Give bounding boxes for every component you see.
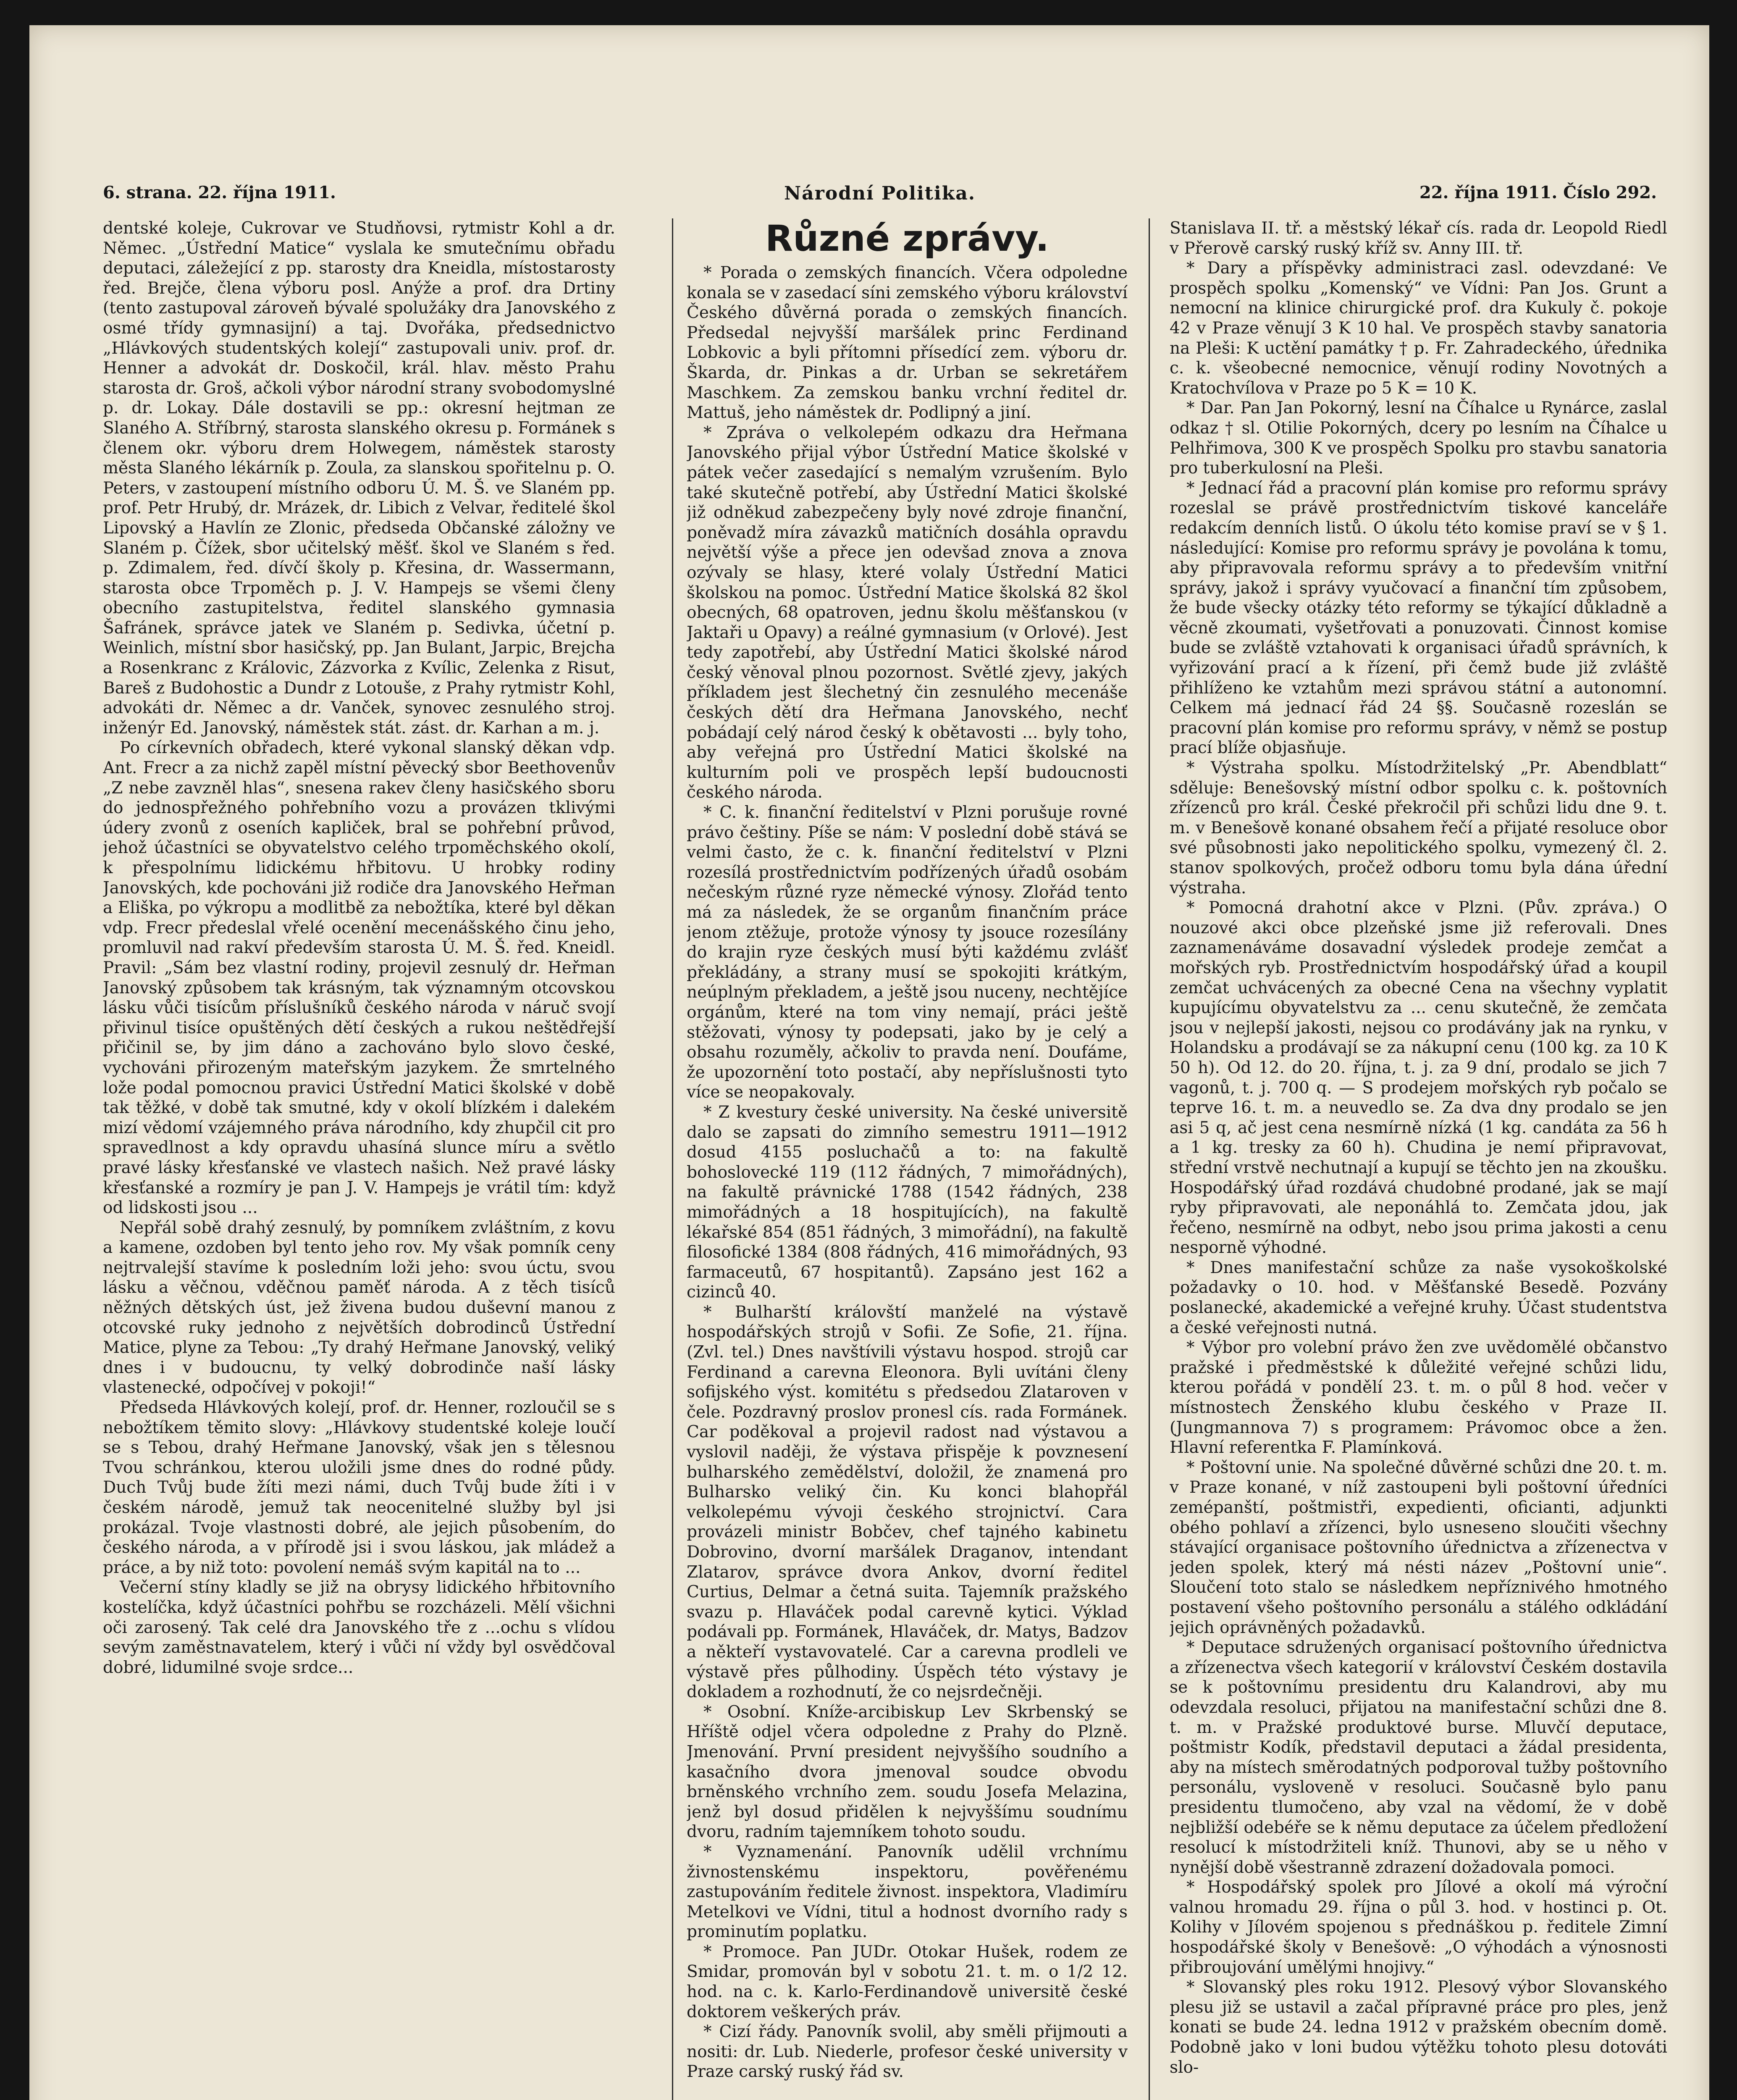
column-3 bbox=[1170, 218, 1667, 2100]
news-item: * Pomocná drahotní akce v Plzni. (Pův. zpráva.) O nouzové akci obce plzeňské jsme již referovali. Dnes zaznamenáváme dosavadní výsledek prodeje zemčat a mořských ryb. Prostřednictvím hospodářský úřad a koupil zemčat uchvácených za obecné Cena na všechny vyplatit kupujícímu obyvatelstvu za ... cenu skutečně, že zemčata jsou v nejlepší jakosti, nejsou co prodávány jak na rynku, v Holandsku a prodávají se za nákupní cenu (100 kg. za 10 K 50 h). Od 12. do 20. října, t. j. za 9 dní, prodalo se jich 7 vagonů, t. j. 700 q. — S prodejem mořských ryb počalo se teprve 16. t. m. a neuvedlo se. Za dva dny prodalo se jen asi 5 q, ač jest cena nesmírně nízká (1 kg. candáta za 56 h a 1 kg. tresky za 60 h). Chudina je nemí připravovat, střední vrstvě nechutnají a kupují se těchto jen na zkoušku. Hospodářský úřad rozdává chudobné prodané, jak se mají ryby připravovati, ale neponáhlá to. Zemčata jdou, jak řečeno, nesmírně na odbyt, nebo jsou prima jakosti a cenu nesporně výhodné. bbox=[1170, 898, 1667, 1257]
news-item: * Porada o zemských financích. Včera odpoledne konala se v zasedací síni zemského výboru království Českého důvěrná porada o zemských financích. Předsedal nejvyšší maršálek princ Ferdinand Lobkovic a byli přítomni přísedící zem. výboru dr. Škarda, dr. Pinkas a dr. Urban se sekretářem Maschkem. Za zemskou banku vrchní ředitel dr. Mattuš, jeho náměstek dr. Podlipný a jiní. bbox=[687, 263, 1128, 423]
news-item: * Poštovní unie. Na společné důvěrné schůzi dne 20. t. m. v Praze konané, v níž zastoupeni byli poštovní úředníci zemépanští, poštmistři, expedienti, oficianti, adjunkti obého pohlaví a zřízenci, bylo usneseno sloučiti všechny stávající organisace poštovního úřednictva a zřízenectva v jeden spolek, který má nésti název „Poštovní unie“. Sloučení toto stalo se následkem nepříznivého hmotného postavení všeho poštovního personálu a stálého odkládání jejich oprávněných požadavků. bbox=[1170, 1458, 1667, 1637]
article-paragraph: Večerní stíny kladly se již na obrysy lidického hřbitovního kostelíčka, když účastníci pohřbu se rozcházeli. Mělí všichni oči zarosený. Tak celé dra Janovského tře z ...ochu s vlídou sevým zaměstnavatelem, který i vůči ní vždy byl osvědčoval dobré, lidumilné svoje srdce... bbox=[103, 1578, 615, 1677]
masthead: Národní Politika. bbox=[784, 183, 976, 204]
column-divider bbox=[672, 218, 673, 2100]
news-item: * Bulharští královští manželé na výstavě hospodářských strojů v Sofii. Ze Sofie, 21. října. (Zvl. tel.) Dnes navštívili výstavu hospod. strojů car Ferdinand a carevna Eleonora. Byli uvítáni členy sofijského výst. komitétu s předsedou Zlataroven v čele. Pozdravný proslov pronesl cís. rada Formánek. Car poděkoval a projevil radost nad výstavou a vyslovil naději, že výstava přispěje k povznesení bulharského zemědělství, doložil, že znamená pro Bulharsko veliký čin. Ku konci blahopřál velkolepému vývoji českého strojnictví. Cara provázeli ministr Bobčev, chef tajného kabinetu Dobrovino, dvorní maršálek Draganov, intendant Zlatarov, správce dvora Ankov, dvorní ředitel Curtius, Delmar a četná suita. Tajemník pražského svazu p. Hlaváček podal carevně kytici. Výklad podávali pp. Formánek, Hlaváček, dr. Matys, Badzov a někteří vystavovatelé. Car a carevna prodleli ve výstavě přes půlhodiny. Úspěch této výstavy je dokladem a rozhodnutí, že co nejsrdečněji. bbox=[687, 1302, 1128, 1702]
article-paragraph: dentské koleje, Cukrovar ve Studňovsi, rytmistr Kohl a dr. Němec. „Ústřední Matice“ vyslala ke smutečnímu obřadu deputaci, záležející z pp. starosty dra Kneidla, místostarosty řed. Brejče, člena výboru posl. Anýže a prof. dra Drtiny (tento zastupoval zároveň bývalé spolužáky dra Janovského z osmé třídy gymnasijní) a taj. Dvořáka, předsednictvo „Hlávkových studentských kolejí“ zastupovali univ. prof. dr. Henner a advokát dr. Doskočil, král. hlav. město Prahu starosta dr. Groš, ačkoli výbor národní strany svobodomyslné p. dr. Lokay. Dále dostavili se pp.: okresní hejtman ze Slaného A. Stříbrný, starosta slanského okresu p. Formánek s členem okr. výboru drem Holwegem, náměstek starosty města Slaného lékárník p. Zoula, za slanskou spořitelnu p. O. Peters, v zastoupení místního odboru Ú. M. Š. ve Slaném pp. prof. Petr Hrubý, dr. Mrázek, dr. Libich z Velvar, ředitelé škol Lipovský a Havlín ze Zlonic, předseda Občanské záložny ve Slaném p. Čížek, sbor učitelský měšť. škol ve Slaném s řed. p. Zdimalem, řed. dívčí školy p. Křesina, dr. Wassermann, starosta obce Trpoměch p. J. V. Hampejs se všemi členy obecního zastupitelstva, ředitel slanského gymnasia Šafránek, správce jatek ve Slaném p. Sedivka, účetní p. Weinlich, místní sbor hasičský, pp. Jan Bulant, Jarpic, Brejcha a Rosenkranc z Královic, Zázvorka z Kvílic, Zelenka z Risut, Bareš z Budohostic a Dundr z Lotouše, z Prahy rytmistr Kohl, advokáti dr. Němec a dr. Vanček, synovec zesnulého stroj. inženýr Ed. Janovský, náměstek stát. zást. dr. Karhan a m. j. bbox=[103, 219, 615, 738]
column-divider bbox=[1149, 218, 1150, 2100]
article-paragraph: Po církevních obřadech, které vykonal slanský děkan vdp. Ant. Frecr a za nichž zapěl místní pěvecký sbor Beethovenův „Z nebe zavzněl hlas“, snesena rakev členy hasičského sboru do jednospřežného pohřebního vozu a provázen tklivými údery zvonů z oseních kapliček, bral se pohřební průvod, jehož účastníci se obyvatelstvo celého trpoměchského okolí, k přespolnímu lidickému hřbitovu. U hrobky rodiny Janovských, kde pochováni již rodiče dra Janovského Heřman a Eliška, po výkropu a modlitbě za nebožtíka, které byl děkan vdp. Frecr předeslal vřelé ocenění mecenášského činu jeho, promluvil nad rakví především starosta Ú. M. Š. řed. Kneidl. Pravil: „Sám bez vlastní rodiny, projevil zesnulý dr. Heřman Janovský způsobem tak krásným, tak významným otcovskou lásku vůči tisícům příslušníků českého národa v náruč svojí přivinul tisíce opuštěných dětí českých a rukou neštědřejší přičinil se, by jim dáno a zachováno bylo slovo české, vychováni přirozeným mateřským jazykem. Že smrtelného lože podal pomocnou pravici Ústřední Matici školské v době tak těžké, v době tak smutné, kdy v okolí blízkém i dalekém mizí vědomí vzájemného práva národního, kdy zhupčil cit pro spravedlnost a kdy opravdu uhasíná slunce míru a světlo pravé lásky křesťanské ve vlastech našich. Než pravé lásky křesťanské a rozmíry je pan J. V. Hampejs je vrátil tím: když od lidskosti jsou ... bbox=[103, 738, 615, 1218]
page-header bbox=[103, 183, 1657, 208]
news-item: * Hospodářský spolek pro Jílové a okolí má výroční valnou hromadu 29. října o půl 3. hod. v hostinci p. Ot. Kolihy v Jílovém spojenou s přednáškou p. ředitele Zimní hospodářské školy v Benešově: „O výhodách a výnosnosti přibroujování umělými hnojivy.“ bbox=[1170, 1878, 1667, 1977]
news-item: Stanislava II. tř. a městský lékař cís. rada dr. Leopold Riedl v Přerově carský ruský kříž sv. Anny III. tř. bbox=[1170, 219, 1667, 258]
section-title: Různé zprávy. bbox=[765, 218, 1049, 260]
news-item: * C. k. finanční ředitelství v Plzni porušuje rovné právo češtiny. Píše se nám: V poslední době stává se velmi často, že c. k. finanční ředitelství v Plzni rozesílá prostřednictvím podřízených úřadů osobám nečeským různé ryze německé výnosy. Zlořád tento má za následek, že se organům finančním práce jenom ztěžuje, protože výnosy ty jsouce rozesílány do krajin ryze českých musí býti každému zvlášť překládány, a strany musí se spokojiti krátkým, neúplným překladem, a ještě jsou nuceny, nechtějíce orgánům, které na tom viny nemají, práci ještě stěžovati, výnosy ty podepsati, jako by je celý a obsahu rozuměly, ačkoliv to pravda není. Doufáme, že upozornění toto postačí, aby nepříslušnosti tyto více se neopakovaly. bbox=[687, 803, 1128, 1102]
news-item: * Dar. Pan Jan Pokorný, lesní na Číhalce u Rynárce, zaslal odkaz † sl. Otilie Pokorných, dcery po lesním na Číhalce u Pelhřimova, 300 K ve prospěch Spolku pro stavbu sanatoria pro tuberkulosní na Pleši. bbox=[1170, 399, 1667, 478]
news-item: * Promoce. Pan JUDr. Otokar Hušek, rodem ze Smidar, promován byl v sobotu 21. t. m. o 1/2 12. hod. na c. k. Karlo-Ferdinandově universitě české doktorem veškerých práv. bbox=[687, 1942, 1128, 2021]
news-item: * Jednací řád a pracovní plán komise pro reformu správy rozeslal se právě prostřednictvím tiskové kanceláře redakcím denních listů. O úkolu této komise praví se v § 1. následující: Komise pro reformu správy je povolána k tomu, aby připravovala reformu správy a to především vnitřní správy, jakož i správy vyučovací a finanční tím způsobem, že bude všecky otázky této reformy se týkající důkladně a věcně zkoumati, vyšetřovati a ponuzovati. Činnost komise bude se zvláště vztahovati k organisaci úřadů správních, k vyřizování prací a k řízení, při čemž bude již zvláště přihlíženo ke vztahům mezi správou státní a autonomní. Celkem má jednací řád 24 §§. Současně rozeslán se pracovní plán komise pro reformu správy, v němž se postup prací blíže objasňuje. bbox=[1170, 478, 1667, 758]
news-item: * Cizí řády. Panovník svolil, aby směli přijmouti a nositi: dr. Lub. Niederle, profesor české university v Praze carský ruský řád sv. bbox=[687, 2022, 1128, 2082]
news-item: * Výbor pro volební právo žen zve uvědomělé občanstvo pražské i předměstské k důležité veřejné schůzi lidu, kterou pořádá v pondělí 23. t. m. o půl 8 hod. večer v místnostech Ženského klubu českého v Praze II. (Jungmannova 7) s programem: Právomoc obce a žen. Hlavní referentka F. Plamínková. bbox=[1170, 1338, 1667, 1457]
news-item: * Deputace sdružených organisací poštovního úřednictva a zřízenectva všech kategorií v království Českém dostavila se k poštovnímu presidentu dru Kalandrovi, aby mu odevzdala resoluci, přijatou na manifestační schůzi dne 8. t. m. v Pražské produktové burse. Mluvčí deputace, poštmistr Kodík, představil deputaci a žádal presidenta, aby na místech směrodatných podporoval tužby poštovního personálu, vysloveně v resoluci. Současně bylo panu presidentu tlumočeno, aby vzal na vědomí, že v době nejbližší odebéře se k němu deputace za účelem předložení resolucí k místodržiteli kníž. Thunovi, aby se u něho v nynější době všestranně zdrazení dožadovala pomoci. bbox=[1170, 1638, 1667, 1877]
news-item: * Osobní. Kníže-arcibiskup Lev Skrbenský se Hříště odjel včera odpoledne z Prahy do Plzně. Jmenování. První president nejvyššího soudního a kasačního dvora jmenoval soudce obvodu brněnského vrchního zem. soudu Josefa Melazina, jenž byl dosud přidělen k nejvyššímu soudnímu dvoru, radním tajemníkem tohoto soudu. bbox=[687, 1702, 1128, 1842]
news-item: * Z kvestury české university. Na české universitě dalo se zapsati do zimního semestru 1911—1912 dosud 4155 posluchačů a to: na fakultě bohoslovecké 119 (112 řádných, 7 mimořádných), na fakultě právnické 1788 (1542 řádných, 238 mimořádných a 18 hospitujících), na fakultě lékařské 854 (851 řádných, 3 mimořádní), na fakultě filosofické 1384 (808 řádných, 416 mimořádných, 93 farmaceutů, 67 hospitantů). Zapsáno jest 162 a cizinců 40. bbox=[687, 1102, 1128, 1302]
news-item: * Vyznamenání. Panovník udělil vrchnímu živnostenskému inspektoru, pověřenému zastupováním ředitele živnost. inspektora, Vladimíru Metelkovi ve Vídni, titul a hodnost dvorního rady s prominutím poplatku. bbox=[687, 1842, 1128, 1942]
news-item: * Dnes manifestační schůze za naše vysokoškolské požadavky o 10. hod. v Měšťanské Besedě. Pozvány poslanecké, akademické a veřejné kruhy. Účast studentstva a české veřejnosti nutná. bbox=[1170, 1258, 1667, 1337]
article-paragraph: Předseda Hlávkových kolejí, prof. dr. Henner, rozloučil se s nebožtíkem těmito slovy: „Hlávkovy studentské koleje loučí se s Tebou, drahý Heřmane Janovský, však jen s tělesnou Tvou schránkou, kterou uložili jsme dnes do rodné půdy. Duch Tvůj bude žíti mezi námi, duch Tvůj bude žíti i v českém národě, jemuž tak neocenitelné služby byl jsi prokázal. Tvoje vlastnosti dobré, ale jejich působením, do českého národa, a v přírodě jsi i svou láskou, jak mládež a práce, a by niž toto: povolení nemáš svým kapitál na to ... bbox=[103, 1398, 615, 1577]
header-right: 22. října 1911. Číslo 292. bbox=[1419, 183, 1657, 202]
news-item: * Dary a příspěvky administraci zasl. odevzdané: Ve prospěch spolku „Komenský“ ve Vídni: Pan Jos. Grunt a nemocní na klinice chirurgické prof. dra Kukuly č. pokoje 42 v Praze věnují 3 K 10 hal. Ve prospěch stavby sanatoria na Pleši: K uctění památky † p. Fr. Zahradeckého, úřednika c. k. všeobecné nemocnice, věnují rodiny Novotných a Kratochvílova v Praze po 5 K = 10 K. bbox=[1170, 259, 1667, 398]
news-item: * Zpráva o velkolepém odkazu dra Heřmana Janovského přijal výbor Ústřední Matice školské v pátek večer zasedající s nemalým vzrušením. Bylo také skutečně potřebí, aby Ústřední Matici školské již odněkud zabezpečeny byly nové zdroje finanční, poněvadž míra závazků matičních dosáhla opravdu největší výše a přece jen odevšad znova a znova ozývaly se hlasy, které volaly Ústřední Matici školskou na pomoc. Ústřední Matice školská 82 škol obecných, 68 opatroven, jednu školu měšťanskou (v Jaktaři u Opavy) a reálné gymnasium (v Orlové). Jest tedy zapotřebí, aby Ústřední Matici školské národ český věnoval plnou pozornost. Světlé zjevy, jakých příkladem jest šlechetný čin zesnulého mecenáše českých dětí dra Heřmana Janovského, nechť pobádají celý národ český k obětavosti ... byly toho, aby veřejná pro Ústřední Matici školské na kulturním poli ve prospěch lepší budoucnosti českého národa. bbox=[687, 423, 1128, 802]
article-paragraph: Nepřál sobě drahý zesnulý, by pomníkem zvláštním, z kovu a kamene, ozdoben byl tento jeho rov. My však pomník ceny nejtrvalejší stavíme k posledním loži jeho: svou úctu, svou lásku a věčnou, vděčnou paměť národa. A z těch tisíců něžných dětských úst, jež živena budou duševní manou z otcovské ruky jednoho z největších dobrodinců Ústřední Matice, plyne za Tebou: „Ty drahý Heřmane Janovský, veliký dnes i v budoucnu, ty velký dobrodinče naší lásky vlastenecké, odpočívej v pokoji!“ bbox=[103, 1218, 615, 1397]
newspaper-page bbox=[29, 25, 1709, 2100]
header-left: 6. strana. 22. října 1911. bbox=[103, 183, 336, 202]
news-item: * Slovanský ples roku 1912. Plesový výbor Slovanského plesu již se ustavil a začal přípravné práce pro ples, jenž konati se bude 24. ledna 1912 v pražském obecním domě. Podobně jako v loni budou výtěžku tohoto plesu dotováti slo- bbox=[1170, 1978, 1667, 2077]
column-2 bbox=[687, 218, 1128, 2100]
news-item: * Výstraha spolku. Místodržitelský „Pr. Abendblatt“ sděluje: Benešovský místní odbor spolku c. k. poštovních zřízenců pro král. České překročil při schůzi lidu dne 9. t. m. v Benešově konané obsahem řečí a přijaté resoluce obor své působnosti jako nepolitického spolku, vymezený čl. 2. stanov spolkových, pročež odboru tomu byla dána úřední výstraha. bbox=[1170, 759, 1667, 898]
column-1 bbox=[103, 218, 615, 2100]
